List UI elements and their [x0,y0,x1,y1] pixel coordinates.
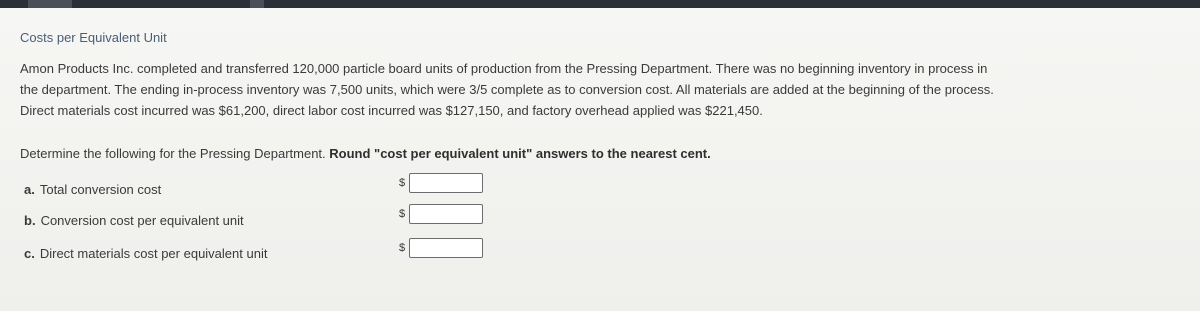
problem-line: the department. The ending in-process inventory was 7,500 units, which were 3/5 complete as to conversion cost. All materials are added at the beginning of the process. [20,82,994,97]
question-label: Total conversion cost [39,182,162,197]
question-letter: c. [24,246,35,261]
dollar-sign: $ [399,208,406,220]
instruction-rounding-note: Round "cost per equivalent unit" answers to the nearest cent. [329,146,711,161]
top-strip-tab [250,0,264,8]
question-c [24,246,267,261]
section-title: Costs per Equivalent Unit [20,30,167,45]
question-b [24,213,244,228]
question-label: Conversion cost per equivalent unit [40,213,244,228]
question-letter: b. [24,213,36,228]
direct-materials-cost-per-unit-input[interactable] [409,238,483,258]
answer-b [399,201,483,227]
answer-a [399,170,483,196]
problem-line: Amon Products Inc. completed and transferred 120,000 particle board units of production from the Pressing Department. There was no beginning inventory in process in [20,61,988,76]
question-label: Direct materials cost per equivalent unit [39,246,268,261]
total-conversion-cost-input[interactable] [409,173,483,193]
dollar-sign: $ [399,177,406,189]
question-letter: a. [24,182,35,197]
problem-line: Direct materials cost incurred was $61,200, direct labor cost incurred was $127,150, and factory overhead applied was $221,450. [20,103,763,118]
question-a [24,182,161,197]
dollar-sign: $ [399,242,406,254]
instruction-text [20,146,711,161]
instruction-plain: Determine the following for the Pressing Department. [20,146,330,161]
top-strip-tab [28,0,72,8]
conversion-cost-per-unit-input[interactable] [409,204,483,224]
problem-statement [20,58,1190,121]
answer-c [399,235,483,261]
top-strip [0,0,1200,8]
